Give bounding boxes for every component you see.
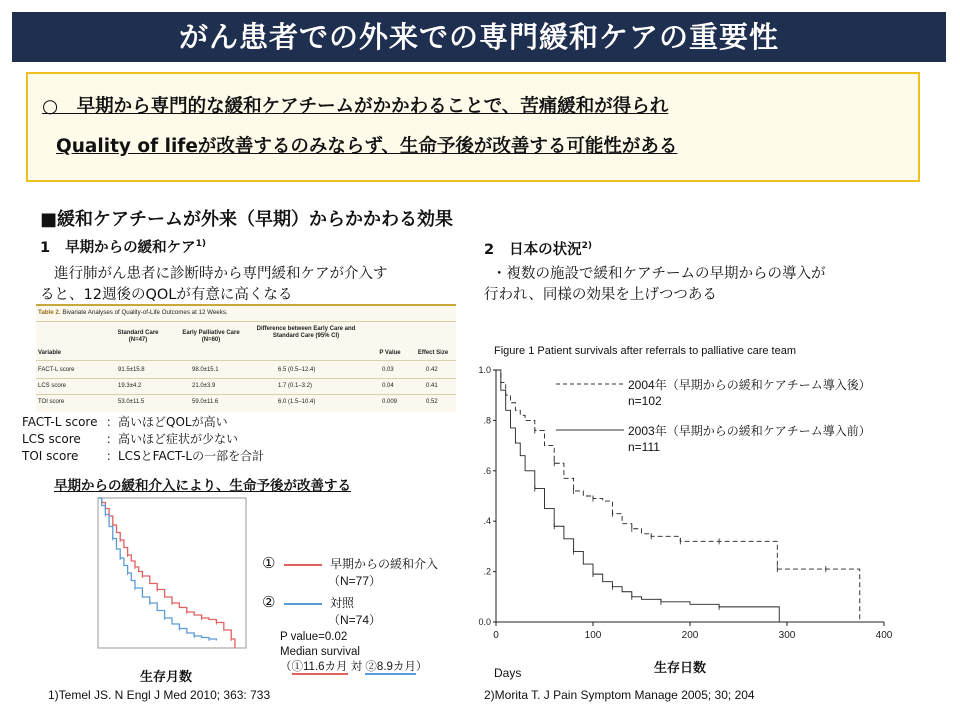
table-cell: 19.3±4.2 <box>118 383 142 389</box>
table-cell: 0.52 <box>426 399 438 405</box>
key-message-box <box>26 72 920 182</box>
survival-heading: 早期からの緩和介入により、生命予後が改善する <box>54 478 351 494</box>
legend-n: n=111 <box>628 440 660 454</box>
left-heading-num: 1 <box>40 240 51 256</box>
y-tick-label: .2 <box>483 566 491 577</box>
table-cell: 6.0 (1.5–10.4) <box>278 399 316 405</box>
table-col-header: P Value <box>379 350 401 356</box>
table-cell: FACT-L score <box>38 367 75 373</box>
table-cell: LCS score <box>38 383 67 389</box>
score-notes <box>22 414 264 465</box>
right-km-chart <box>470 360 910 660</box>
legend-name: 対照 <box>330 596 355 610</box>
table-col-header: Standard Care (N=47) <box>117 330 159 343</box>
left-body-line2: ると、12週後のQOLが有意に高くなる <box>40 287 293 303</box>
left-legend <box>262 555 439 628</box>
left-heading-text: 早期からの緩和ケア <box>65 240 196 256</box>
table-cell: 98.0±15.1 <box>192 367 219 373</box>
x-tick-label: 100 <box>584 630 602 641</box>
right-heading <box>484 238 592 259</box>
stats-block <box>280 630 427 675</box>
section-heading: ■緩和ケアチームが外来（早期）からかかわる効果 <box>40 209 454 230</box>
legend-item <box>556 422 871 440</box>
table-rule <box>36 360 456 361</box>
slide-title: がん患者での外来での専門緩和ケアの重要性 <box>12 12 946 62</box>
table-cell: 59.0±11.6 <box>192 399 219 405</box>
table-col-header: Effect Size <box>417 350 449 356</box>
legend-name: 早期からの緩和介入 <box>330 557 439 571</box>
right-body-line1: ・複数の施設で緩和ケアチームの早期からの導入が <box>492 266 826 282</box>
table-cell: 0.04 <box>382 383 394 389</box>
score-note-label: LCS score <box>22 432 81 446</box>
legend-item <box>262 595 381 612</box>
legend-item <box>262 555 439 573</box>
table-col-header: Difference between Early Care and Standard Care (95% CI) <box>256 326 356 339</box>
figure-title: Figure 1 Patient survivals after referrals to palliative care team <box>494 345 797 357</box>
legend-name: 2003年（早期からの緩和ケアチーム導入前） <box>628 424 871 438</box>
median-control: ②8.9カ月 <box>365 661 416 673</box>
score-note <box>22 431 264 448</box>
score-note-desc: ：LCSとFACT-Lの一部を合計 <box>106 449 265 463</box>
table-col-header: Variable <box>38 350 62 356</box>
legend-mark: ① <box>262 555 276 572</box>
legend-n: （N=74） <box>328 613 382 627</box>
legend-line-red <box>284 564 322 566</box>
legend-n: （N=77） <box>328 574 382 588</box>
table-col-header: Early Palliative Care (N=60) <box>182 330 240 343</box>
median-close: ） <box>415 661 428 673</box>
table-cell: 1.7 (0.1–3.2) <box>278 383 313 389</box>
right-heading-ref: 2) <box>581 241 593 252</box>
table-cell: 91.5±15.8 <box>118 367 145 373</box>
score-note-label: FACT-L score <box>22 415 98 429</box>
y-tick-label: .6 <box>483 465 491 476</box>
legend-n: n=102 <box>628 394 662 408</box>
score-note-desc: ：高いほど症状が少ない <box>106 432 239 446</box>
table-rule <box>36 378 456 379</box>
right-km-svg <box>470 360 910 660</box>
legend-line-blue <box>284 603 322 605</box>
series-line-control <box>98 498 216 641</box>
y-tick-label: .8 <box>483 415 491 426</box>
key-message-line1: ○ 早期から専門的な緩和ケアチームがかかわることで、苦痛緩和が得られ <box>42 96 669 117</box>
table-cell: 6.5 (0.5–12.4) <box>278 367 316 373</box>
x-tick-label: 300 <box>778 630 796 641</box>
series-line-early <box>98 498 235 648</box>
table-cell: 0.41 <box>426 383 438 389</box>
table-cell: 21.0±3.9 <box>192 383 216 389</box>
p-value: P value=0.02 <box>280 631 348 643</box>
legend-item <box>556 376 871 394</box>
table-cell: 0.03 <box>382 367 394 373</box>
median-open: （ <box>280 661 292 673</box>
median-early: ①11.6カ月 <box>291 661 348 673</box>
table-cell: TOI score <box>38 399 65 405</box>
table-cell: 0.42 <box>426 367 438 373</box>
median-label: Median survival <box>280 646 360 658</box>
score-note <box>22 448 264 465</box>
x-tick-label: 200 <box>681 630 699 641</box>
days-label: Days <box>494 666 522 680</box>
median-vs: 対 <box>347 661 366 673</box>
legend-solid-line <box>556 425 626 435</box>
left-xlabel: 生存月数 <box>140 670 193 685</box>
key-message-line2: Quality of lifeが改善するのみならず、生命予後が改善する可能性がある <box>56 136 678 157</box>
left-km-svg <box>88 492 258 662</box>
median-values <box>280 660 427 675</box>
right-reference: 2)Morita T. J Pain Symptom Manage 2005; 30; 204 <box>484 688 755 702</box>
legend-dash-line <box>556 379 626 389</box>
right-xlabel: 生存日数 <box>654 661 707 676</box>
table-rule <box>36 321 456 322</box>
left-heading-ref: 1) <box>195 239 207 250</box>
table-cell: 53.0±11.5 <box>118 399 145 405</box>
score-note-label: TOI score <box>22 449 79 463</box>
left-heading <box>40 236 206 257</box>
right-heading-text: 日本の状況 <box>509 242 582 258</box>
x-tick-label: 400 <box>875 630 893 641</box>
table-rule <box>36 394 456 395</box>
table-caption-text: Bivariate Analyses of Quality-of-Life Outcomes at 12 Weeks. <box>62 309 228 316</box>
y-tick-label: 1.0 <box>478 365 491 375</box>
legend-mark: ② <box>262 594 276 611</box>
score-note <box>22 414 264 431</box>
left-body-line1: 進行肺がん患者に診断時から専門緩和ケアが介入す <box>54 266 388 282</box>
table-caption <box>38 309 228 316</box>
score-note-desc: ：高いほどQOLが高い <box>106 415 228 429</box>
y-tick-label: 0.0 <box>478 617 491 627</box>
table-cell: 0.009 <box>382 399 398 405</box>
x-tick-label: 0 <box>493 630 499 641</box>
left-km-chart <box>88 492 258 662</box>
table-caption-prefix: Table 2. <box>38 309 61 316</box>
legend-name: 2004年（早期からの緩和ケアチーム導入後） <box>628 378 871 392</box>
qol-table <box>36 304 456 412</box>
right-heading-num: 2 <box>484 242 495 258</box>
y-tick-label: .4 <box>483 516 491 527</box>
left-reference: 1)Temel JS. N Engl J Med 2010; 363: 733 <box>48 688 271 702</box>
right-legend <box>556 376 871 454</box>
right-body-line2: 行われ、同様の効果を上げつつある <box>484 287 717 303</box>
series-line-2004 <box>496 370 860 622</box>
